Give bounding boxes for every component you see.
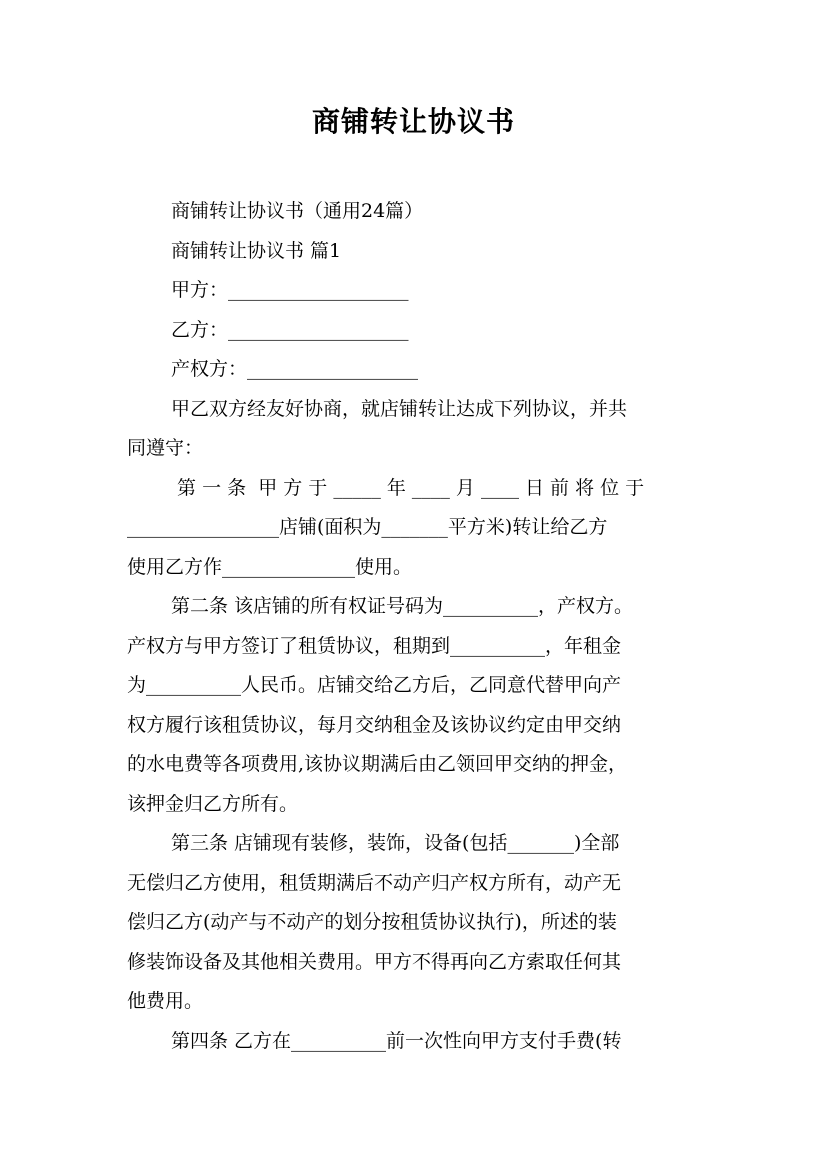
property-owner-line: 产权方：__________________ <box>171 358 419 380</box>
party-b-line: 乙方：___________________ <box>171 318 409 341</box>
article-1-line: 使用乙方作______________使用。 <box>127 555 413 578</box>
section-heading: 商铺转让协议书 篇1 <box>171 239 342 262</box>
document-body <box>127 192 707 1061</box>
article-2-line: 权方履行该租赁协议，每月交纳租金及该协议约定由甲交纳 <box>127 713 622 736</box>
party-a-line: 甲方：___________________ <box>171 279 409 301</box>
article-1-line: ________________店铺(面积为_______平方米)转让给乙方 <box>127 516 608 538</box>
article-3-line: 第三条 店铺现有装修，装饰，设备(包括_______)全部 <box>171 832 620 854</box>
article-4-line: 第四条 乙方在__________前一次性向甲方支付手费(转 <box>171 1029 622 1052</box>
article-3-line: 无偿归乙方使用，租赁期满后不动产归产权方所有，动产无 <box>127 871 622 894</box>
article-2-line: 的水电费等各项费用,该协议期满后由乙领回甲交纳的押金， <box>127 753 628 775</box>
article-1-line: 第 一 条 甲 方 于 _____ 年 ____ 月 ____ 日 前 将 位 于 <box>171 476 645 499</box>
article-3-line: 他费用。 <box>127 990 204 1012</box>
article-3-line: 偿归乙方(动产与不动产的划分按租赁协议执行)，所述的装 <box>127 911 617 933</box>
article-2-line: 为__________人民币。店铺交给乙方后，乙同意代替甲向产 <box>127 674 622 696</box>
article-3-line: 修装饰设备及其他相关费用。甲方不得再向乙方索取任何其 <box>127 950 622 973</box>
article-2-line: 该押金归乙方所有。 <box>127 792 299 815</box>
article-2-line: 第二条 该店铺的所有权证号码为__________，产权方。 <box>171 595 634 617</box>
article-2-line: 产权方与甲方签订了租赁协议，租期到__________，年租金 <box>127 634 622 657</box>
paragraph-line: 甲乙双方经友好协商，就店铺转让达成下列协议，并共 <box>171 397 628 420</box>
subtitle-line: 商铺转让协议书（通用24篇） <box>171 200 424 222</box>
document-title: 商铺转让协议书 <box>311 105 515 138</box>
paragraph-line: 同遵守： <box>127 437 204 459</box>
